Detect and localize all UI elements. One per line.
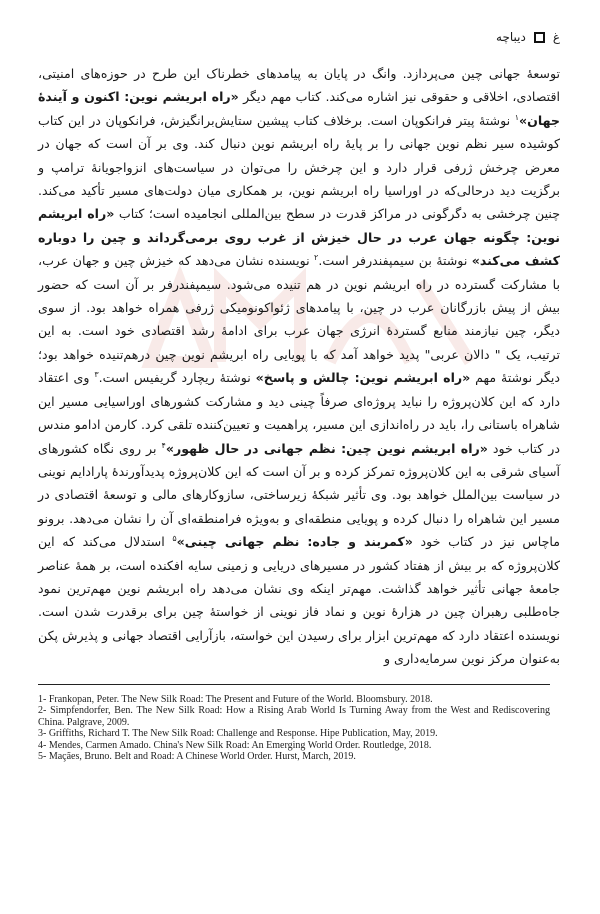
footnote-ref[interactable]: ۵ [172,533,177,543]
text-run: نوشتهٔ پیتر فرانکوپان است. برخلاف کتاب پیشین ستایش‌برانگیزش، فرانکوپان در این کتاب کوشیده سیر نظم نوین جهانی را بر پایهٔ راه ابریشم نوین دنبال کند. وی بر آن است که جهان در معرض چرخش ژرفی قرار دارد و این چرخش را می‌توان در سیاست‌های انزواجویانهٔ ترامپ و برگزیت دید درحالی‌که در اوراسیا راه ابریشم نوین، بر همکاری میان دولت‌های مسیر تأکید می‌کند. چنین چرخشی به دگرگونی در مراکز قدرت در سطح بین‌المللی انجامیده است؛ کتاب [38,112,560,222]
footnote-item: 5- Maçães, Bruno. Belt and Road: A Chinese World Order. Hurst, March, 2019. [38,751,356,763]
book-title: «کمربند و جاده: نظم جهانی چینی» [176,534,413,550]
footnote-item: 2- Simpfendorfer, Ben. The New Silk Road: How a Rising Arab World Is Turning Away from the West and Rediscovering China. Palgrave, 2009. [38,705,550,728]
footnote-item: 3- Griffiths, Richard T. The New Silk Road: Challenge and Response. Hipe Publication, May, 2019. [38,728,438,740]
book-title: «راه ابریشم نوین چین: نظم جهانی در حال ظهور» [165,440,488,456]
page-number: غ [552,30,560,44]
text-run: استدلال می‌کند که این کلان‌پروژه که بر بیش از هفتاد کشور در مسیرهای دریایی و زمینی سایه افکنده است، بر همهٔ عناصر جامعهٔ جهانی تأثیر خواهد گذاشت. مهم‌تر اینکه وی نشان می‌دهد راه ابریشم نوین مهم‌ترین نمود جاه‌طلبی رهبران چین در هزارهٔ نوین و نماد فاز نوینی از خواستهٔ چین برای برقدرت شدن است. نویسنده اعتقاد دارد که مهم‌ترین ابزار برای رسیدن این خواسته، بازآرایی اقتصاد جهانی و پذیرش پکن به‌عنوان مرکز نوین سرمایه‌داری و [38,534,560,667]
footnote-ref[interactable]: ۱ [514,112,519,122]
footnote-ref[interactable]: ۴ [161,440,166,450]
footnote-ref[interactable]: ۳ [94,370,99,380]
body-text [38,62,560,671]
page-header [38,26,560,48]
footnote-ref[interactable]: ۲ [314,253,319,263]
footnotes [38,694,550,762]
footnote-item: 4- Mendes, Carmen Amado. China's New Silk Road: An Emerging World Order. Routledge, 2018. [38,739,432,751]
book-title: «راه ابریشم نوین: چگونه جهان عرب در حال خیزش از غرب روی برمی‌گرداند و چین را دوباره کشف می‌کند» [38,206,561,269]
text-run: نویسنده نشان می‌دهد که خیزش چین و جهان عرب، با مشارکت گسترده در راه ابریشم نوین در هم تنیده می‌شود. سیمپفندرفر بر آن است که حضور بیش از پیش بازرگانان عرب در چین، با پیامدهای ژئواکونومیکی ژرفی همراه خواهد بود. از سوی دیگر، چین نیازمند منابع گستردهٔ انرژی جهان عرب برای ادامهٔ رشد اقتصادی خود است. به این ترتیب، یک " دالان عربی" پدید خواهد آمد که با پویایی راه ابریشم نوین چین درهم‌تنیده خواهد بود؛ دیگر نوشتهٔ مهم [38,253,560,386]
footnote-divider [38,684,550,685]
text-run: نوشتهٔ ریچارد گریفیس است. [98,370,256,386]
book-title: «راه ابریشم نوین: چالش و پاسخ» [255,370,471,386]
text-run: توسعهٔ جهانی چین می‌پردازد. وانگ در پایان به پیامدهای خطرناک این طرح در حوزه‌های امنیتی، اقتصادی، اخلاقی و حقوقی نیز اشاره می‌کند. کتاب مهم دیگر [38,66,560,105]
text-run: وی اعتقاد دارد که این کلان‌پروژه را نباید پروژه‌ای صرفاً چینی دید و مشارکت کشورهای اوراسیایی مسیر این شاهراه باستانی را، باید در راه‌اندازی این مسیر، پراهمیت و تعیین‌کننده تلقی کرد. کارمن ادامو مندس در کتاب خود [38,370,560,456]
book-title: «راه ابریشم نوین: اکنون و آیندهٔ جهان» [38,89,560,128]
footnote-item: 1- Frankopan, Peter. The New Silk Road: The Present and Future of the World. Bloomsbury. 2018. [38,694,433,705]
text-run: نوشتهٔ بن سیمپفندرفر است. [318,253,472,269]
body-paragraph [38,62,560,671]
square-outline-icon [534,32,545,43]
text-run: بر روی نگاه کشورهای آسیای شرقی به این کلان‌پروژه تمرکز کرده و بر آن است که این کلان‌پروژه پدیدآورندهٔ پارادایم نوینی در سیاست بین‌الملل خواهد بود. وی تأثیر شبکهٔ زیرساختی، سازوکارهای مالی و توسعهٔ اقتصادی در مسیر این شاهراه را دنبال کرده و پویایی منطقه‌ای و به‌ویژه فرامنطقه‌ای آن را نشان می‌دهد. برونو ماچاس نیز در کتاب خود [38,440,560,550]
running-title: دیباچه [496,30,526,44]
